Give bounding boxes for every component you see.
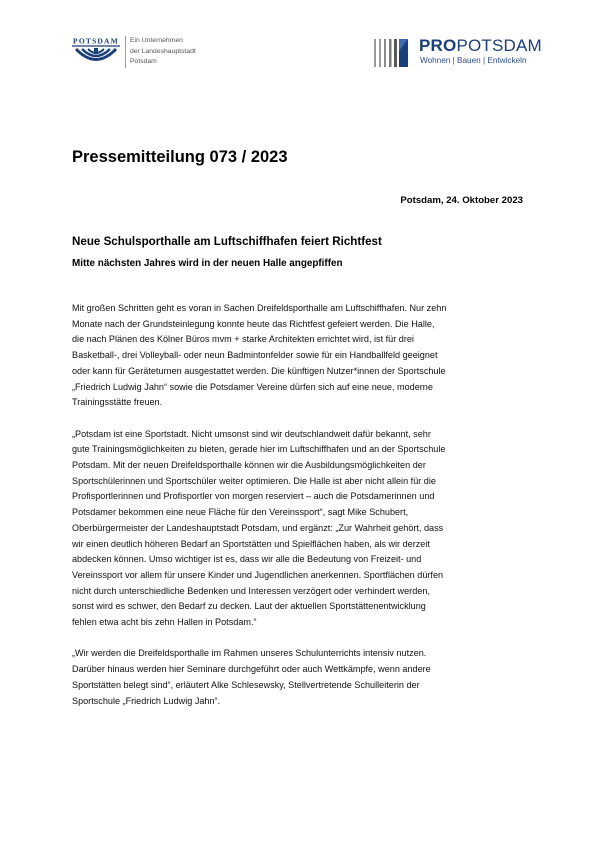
text-line: Oberbürgermeister der Landeshauptstadt Potsdam, und ergänzt: „Zur Wahrheit gehört, dass [72, 522, 444, 533]
propotsdam-tagline: Wohnen | Bauen | Entwickeln [420, 56, 527, 65]
text-line: Mit großen Schritten geht es voran in Sachen Dreifeldsporthalle am Luftschiffhafen. Nur zehn [72, 303, 447, 313]
logo-divider [125, 36, 126, 68]
wordmark-potsdam: POTSDAM [456, 36, 542, 55]
text-line: Potsdam. Mit der neuen Dreifeldsporthalle können wir die Ausbildungsmöglichkeiten der [72, 460, 426, 471]
text-line: Profisportlerinnen und Profisportler von morgen reserviert – auch die Potsdamerinnen und [72, 491, 435, 502]
claim-line: Ein Unternehmen [130, 37, 183, 44]
wordmark-pro: PRO [419, 36, 457, 55]
text-line: gute Trainingsmöglichkeiten zu bieten, gerade hier im Luftschiffhafen und an der Sportschule [72, 444, 446, 455]
headline: Neue Schulsporthalle am Luftschiffhafen feiert Richtfest [72, 235, 382, 248]
text-line: fehlen etwa acht bis zehn Hallen in Potsdam.“ [72, 617, 257, 628]
dateline: Potsdam, 24. Oktober 2023 [400, 195, 523, 206]
text-line: Sportschule „Friedrich Ludwig Jahn“. [72, 695, 221, 706]
text-line: „Wir werden die Dreifeldsporthalle im Rahmen unseres Schulunterrichts intensiv nutzen. [72, 648, 427, 659]
text-line: Potsdamer bekommen eine neue Fläche für den Vereinssport“, sagt Mike Schubert, [72, 507, 409, 518]
potsdam-city-logo [72, 36, 120, 70]
text-line: nicht durch unterschiedliche Bedenken und Interessen verzögert oder verhindert werden, [72, 585, 430, 596]
paragraph [72, 427, 527, 631]
potsdam-logo-text: POTSDAM [73, 36, 119, 46]
text-line: Trainingsstätte freuen. [72, 397, 163, 408]
text-line: oder kann für Geräteturnen ausgestattet werden. Die künftigen Nutzer*innen der Sportschule [72, 365, 446, 376]
paragraph [72, 301, 527, 411]
text-line: abdecken können. Umso wichtiger ist es, dass wir alle die Bedeutung von Freizeit- und [72, 554, 422, 565]
text-line: Darüber hinaus werden hier Seminare durchgeführt oder auch Wettkämpfe, wenn andere [72, 664, 431, 675]
text-line: die nach Plänen des Kölner Büros mvm + starke Architekten errichtet wird, ist für drei [72, 334, 414, 345]
claim-line: der Landeshauptstadt [130, 47, 196, 55]
potsdam-claim [130, 36, 196, 68]
release-title: Pressemitteilung 073 / 2023 [72, 148, 288, 166]
paragraph [72, 646, 527, 709]
text-line: Monate nach der Grundsteinlegung konnte heute das Richtfest gefeiert werden. Die Halle, [72, 318, 435, 329]
body-text [72, 301, 527, 725]
text-line: Basketball-, drei Volleyball- oder neun Badmintonfelder sowie für ein Handballfeld geeignet [72, 350, 438, 361]
subheadline: Mitte nächsten Jahres wird in der neuen Halle angepfiffen [72, 258, 343, 269]
propotsdam-bars-icon [374, 37, 408, 71]
text-line: Sportschülerinnen und Sportschüler weiter optimieren. Die Halle ist aber nicht allein für die [72, 475, 436, 486]
text-line: „Friedrich Ludwig Jahn“ sowie die Potsdamer Vereine dürfen sich auf eine neue, moderne [72, 381, 433, 392]
claim-line: Potsdam [130, 58, 157, 66]
text-line: Sportstätten belegt sind“, erläutert Alke Schlesewsky, Stellvertretende Schulleiterin der [72, 679, 420, 690]
text-line: sonst wird es schwer, den Bedarf zu decken. Laut der aktuellen Sportstättenentwicklung [72, 601, 426, 612]
text-line: wir einen deutlich höheren Bedarf an Sportstätten und Spielflächen haben, als wir derzeit [72, 538, 430, 549]
text-line: „Potsdam ist eine Sportstadt. Nicht umsonst sind wir deutschlandweit dafür bekannt, sehr [72, 428, 431, 439]
text-line: Vereinssport vor allem für unsere Kinder und Jugendlichen anerkennen. Sportflächen dürfen [72, 569, 444, 580]
propotsdam-wordmark [419, 36, 542, 56]
